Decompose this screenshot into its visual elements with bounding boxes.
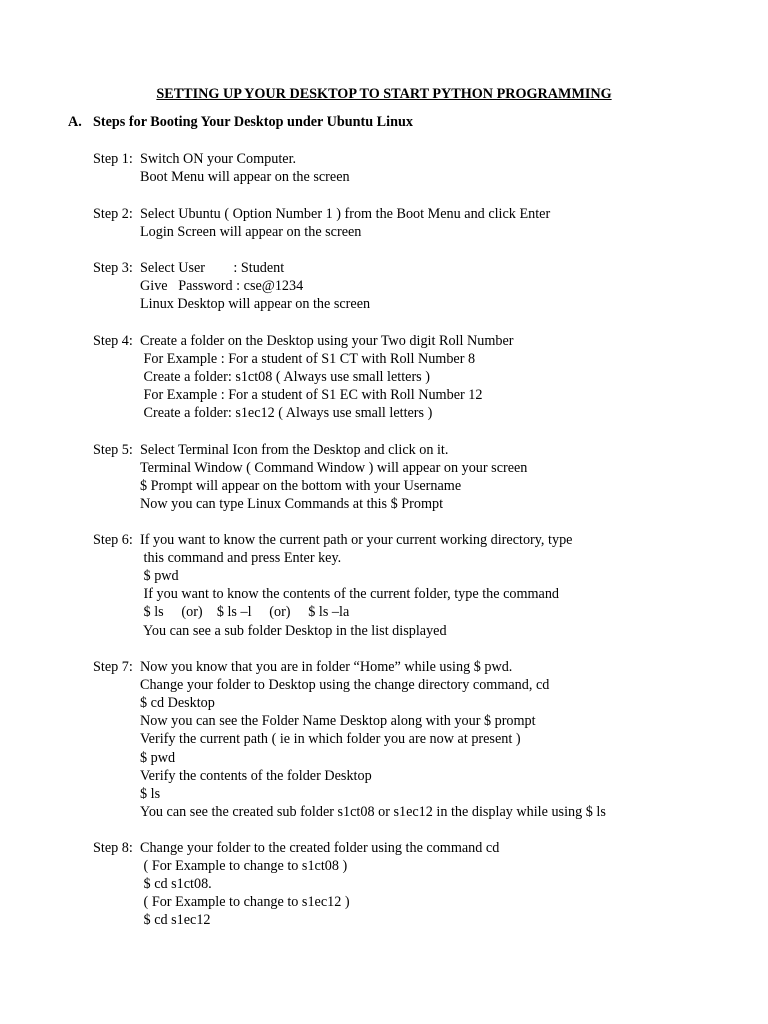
step-line: ( For Example to change to s1ct08 ) xyxy=(140,858,348,875)
step-label: Step 3: xyxy=(93,260,133,276)
step-label: Step 4: xyxy=(93,333,133,349)
step-label: Step 2: xyxy=(93,206,133,222)
section-heading-text: Steps for Booting Your Desktop under Ubuntu Linux xyxy=(93,114,413,130)
step-line: Login Screen will appear on the screen xyxy=(140,224,362,241)
step-line: Terminal Window ( Command Window ) will appear on your screen xyxy=(140,460,528,477)
step-line: Switch ON your Computer. xyxy=(140,151,297,167)
step-line: You can see the created sub folder s1ct08 or s1ec12 in the display while using $ ls xyxy=(140,803,606,820)
step-line: Verify the current path ( ie in which folder you are now at present ) xyxy=(140,731,521,748)
step-line: Now you can type Linux Commands at this $ Prompt xyxy=(140,496,444,513)
step-line: Linux Desktop will appear on the screen xyxy=(140,296,371,313)
step-line: Give Password : cse@1234 xyxy=(140,278,304,295)
step-label: Step 5: xyxy=(93,442,133,458)
step-line: Select User : Student xyxy=(140,260,285,276)
step-line: $ cd s1ct08. xyxy=(140,876,212,893)
step-line: For Example : For a student of S1 EC with Roll Number 12 xyxy=(140,387,483,404)
step-line: Select Terminal Icon from the Desktop and click on it. xyxy=(140,442,449,458)
document-title: SETTING UP YOUR DESKTOP TO START PYTHON PROGRAMMING xyxy=(156,86,612,102)
section-letter: A. xyxy=(68,114,82,130)
section-heading xyxy=(68,114,413,131)
step-line: Boot Menu will appear on the screen xyxy=(140,169,350,186)
step-line: Now you can see the Folder Name Desktop along with your $ prompt xyxy=(140,713,536,730)
step-line: Change your folder to Desktop using the change directory command, cd xyxy=(140,677,550,694)
step-line: Now you know that you are in folder “Home” while using $ pwd. xyxy=(140,659,513,675)
step-line: Verify the contents of the folder Desktop xyxy=(140,767,372,784)
step-line: $ cd Desktop xyxy=(140,695,215,712)
step-line: ( For Example to change to s1ec12 ) xyxy=(140,894,350,911)
step-line: For Example : For a student of S1 CT with Roll Number 8 xyxy=(140,351,476,368)
step-line: Create a folder: s1ec12 ( Always use small letters ) xyxy=(140,405,433,422)
step-line: You can see a sub folder Desktop in the list displayed xyxy=(140,622,447,639)
step-line: $ Prompt will appear on the bottom with your Username xyxy=(140,478,462,495)
step-line: Select Ubuntu ( Option Number 1 ) from the Boot Menu and click Enter xyxy=(140,206,551,222)
step-line: $ cd s1ec12 xyxy=(140,912,211,929)
step-line: this command and press Enter key. xyxy=(140,550,342,567)
step-label: Step 8: xyxy=(93,840,133,856)
step-line: Create a folder on the Desktop using your Two digit Roll Number xyxy=(140,333,514,349)
step-line: $ ls (or) $ ls –l (or) $ ls –la xyxy=(140,604,350,621)
step-line: If you want to know the contents of the current folder, type the command xyxy=(140,586,560,603)
step-line: If you want to know the current path or your current working directory, type xyxy=(140,532,573,548)
step-line: Change your folder to the created folder using the command cd xyxy=(140,840,500,856)
step-label: Step 6: xyxy=(93,532,133,548)
step-line: $ ls xyxy=(140,785,161,802)
step-line: Create a folder: s1ct08 ( Always use small letters ) xyxy=(140,369,430,386)
step-line: $ pwd xyxy=(140,749,176,766)
step-label: Step 1: xyxy=(93,151,133,167)
step-line: $ pwd xyxy=(140,568,179,585)
step-label: Step 7: xyxy=(93,659,133,675)
